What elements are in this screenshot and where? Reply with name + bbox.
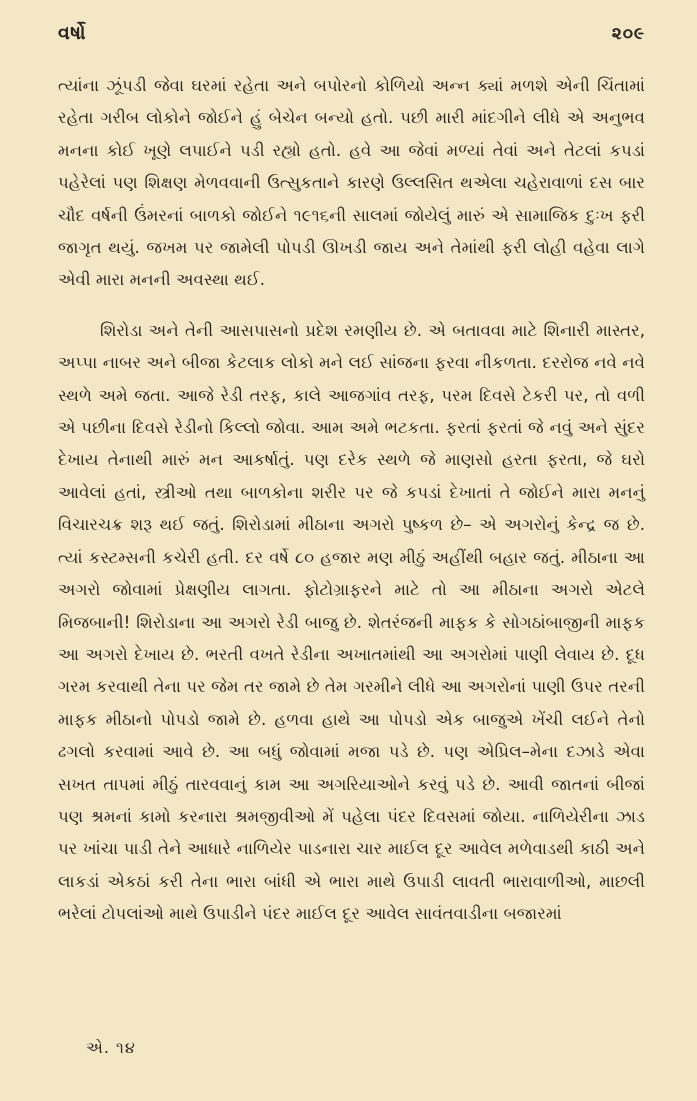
paragraph-1: ત્યાંના ઝૂંપડી જેવા ઘરમાં રહેતા અને બપોરનો કોળિયો અન્ન ક્યાં મળશે એની ચિંતામાં રહેતા ગરીબ લોકોને જોઈને હું બેચેન બન્યો હતો. પછી મારી માંદગીને લીધે એ અનુભવ મનના કોઈ ખૂણે લપાઈને પડી રહ્યો હતો. હવે આ જેવાં મળ્યાં તેવાં અને તેટલાં કપડાં પહેરેલાં પણ શિક્ષણ મેળવવાની ઉત્સુકતાને કારણે ઉલ્લસિત થએલા ચહેરાવાળાં દસ બાર ચૌદ વર્ષની ઉંમરનાં બાળકો જોઈને ૧૯૧૬ની સાલમાં જોયેલું મારું એ સામાજિક દુઃખ ફરી જાગૃત થયું. જખમ પર જામેલી પોપડી ઊખડી જાય અને તેમાંથી ફરી લોહી વહેવા લાગે એવી મારા મનની અવસ્થા થઈ.: [58, 76, 645, 290]
running-title: વર્ષો: [58, 22, 87, 44]
page-header: [58, 22, 645, 70]
printer-signature: એ. ૧૪: [86, 1038, 136, 1057]
page-number: ૨૦૯: [611, 24, 645, 44]
paragraph-2: શિરોડા અને તેની આસપાસનો પ્રદેશ રમણીય છે. એ બતાવવા માટે શિનારી માસ્તર, અપ્પા નાબર અને બીજા કેટલાક લોકો મને લઈ સાંજના ફરવા નીકળતા. દરરોજ નવે નવે સ્થળે અમે જતા. આજે રેડી તરફ, કાલે આજગાંવ તરફ, પરમ દિવસે ટેકરી પર, તો વળી એ પછીના દિવસે રેડીનો કિલ્લો જોવા. આમ અમે ભટકતા. ફરતાં ફરતાં જે નવું અને સુંદર દેખાય તેનાથી મારું મન આકર્ષાતું. પણ દરેક સ્થળે જે માણસો હરતા ફરતા, જે ઘરો આવેલાં હતાં, સ્ત્રીઓ તથા બાળકોના શરીર પર જે કપડાં દેખાતાં તે જોઈને મારા મનનું વિચારચક્ર શરૂ થઈ જતું. શિરોડામાં મીઠાના અગરો પુષ્કળ છે– એ અગરોનું કેન્દ્ર જ છે. ત્યાં કસ્ટમ્સની કચેરી હતી. દર વર્ષે ૮૦ હજાર મણ મીઠું અહીંથી બહાર જતું. મીઠાના આ અગરો જોવામાં પ્રેક્ષણીય લાગતા. ફોટોગ્રાફરને માટે તો આ મીઠાના અગરો એટલે મિજબાની! શિરોડાના આ અગરો રેડી બાજુ છે. શેતરંજની માફક કે સોગઠાંબાજીની માફક આ અગરો દેખાય છે. ભરતી વખતે રેડીના અખાતમાંથી આ અગરોમાં પાણી લેવાય છે. દૂધ ગરમ કરવાથી તેના પર જેમ તર જામે છે તેમ ગરમીને લીધે આ અગરોનાં પાણી ઉપર તરની માફક મીઠાનો પોપડો જામે છે. હળવા હાથે આ પોપડો એક બાજુએ ખેંચી લઈને તેનો ઢગલો કરવામાં આવે છે. આ બધું જોવામાં મજા પડે છે. પણ એપ્રિલ–મેના દઝાડે એવા સખત તાપમાં મીઠું તારવવાનું કામ આ અગરિયાઓને કરવું પડે છે. આવી જાતનાં બીજાં પણ શ્રમનાં કામો કરનારા શ્રમજીવીઓ મેં પહેલા પંદર દિવસમાં જોયા. નાળિયેરીના ઝાડ પર ખાંચા પાડી તેને આધારે નાળિયેર પાડનારા ચાર માઈલ દૂર આવેલ મળેવાડથી કાઠી અને લાકડાં એકઠાં કરી તેના ભારા બાંધી એ ભારા માથે ઉપાડી લાવતી ભારાવાળીઓ, માછલી ભરેલાં ટોપલાંઓ માથે ઉપાડીને પંદર માઈલ દૂર આવેલ સાવંતવાડીના બજારમાં: [58, 320, 645, 924]
